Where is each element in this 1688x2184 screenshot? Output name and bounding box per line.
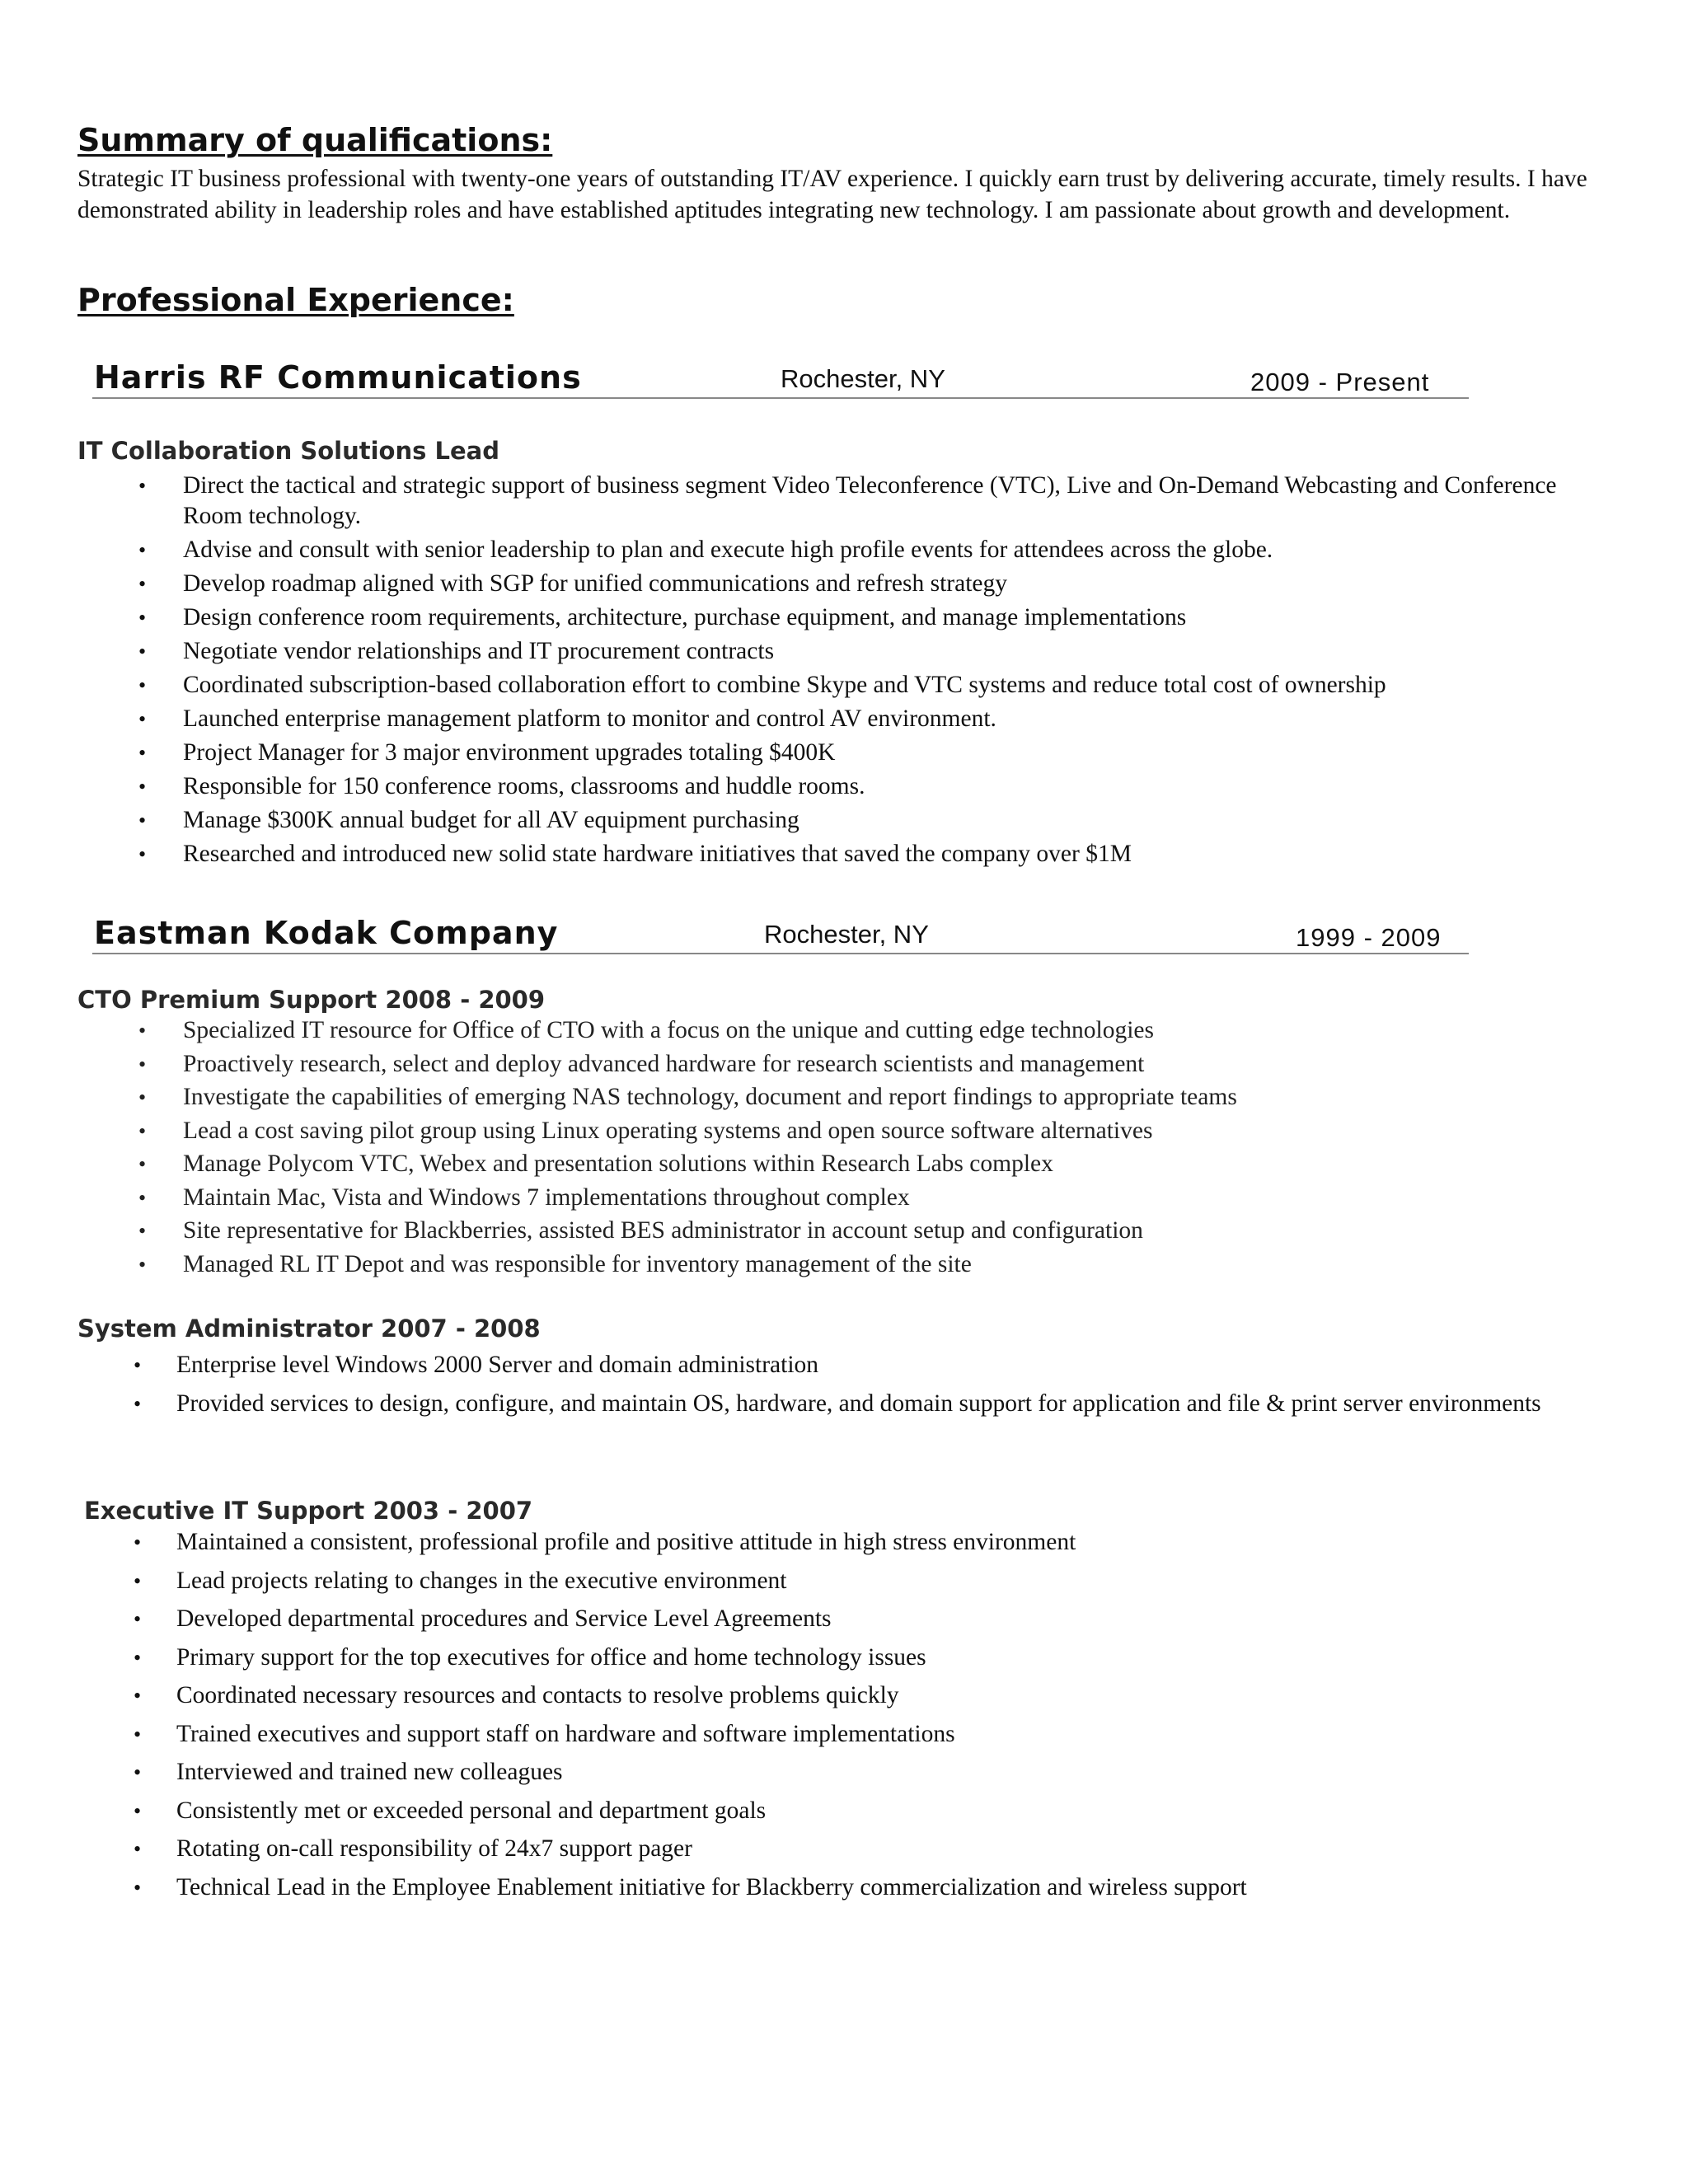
- bullet-list-cto-premium-support: [183, 1015, 1584, 1282]
- list-item: • Design conference room requirements, architecture, purchase equipment, and manage implementations: [183, 602, 1584, 633]
- list-item: • Direct the tactical and strategic support of business segment Video Teleconference (VTC), Live and On-Demand Webcasting and Conference Room technology.: [183, 471, 1584, 532]
- list-item: • Technical Lead in the Employee Enablement initiative for Blackberry commercialization and wireless support: [176, 1872, 1578, 1903]
- role-title-executive-it-support: Executive IT Support 2003 - 2007: [84, 1497, 533, 1525]
- list-item: • Managed RL IT Depot and was responsible for inventory management of the site: [183, 1249, 1584, 1280]
- role-title-system-administrator: System Administrator 2007 - 2008: [77, 1315, 541, 1343]
- list-item: • Maintained a consistent, professional profile and positive attitude in high stress environment: [176, 1527, 1578, 1558]
- list-item: • Project Manager for 3 major environment upgrades totaling $400K: [183, 738, 1584, 768]
- list-item: • Investigate the capabilities of emerging NAS technology, document and report findings to appropriate teams: [183, 1082, 1584, 1113]
- company-name: Eastman Kodak Company: [94, 915, 559, 951]
- list-item: • Specialized IT resource for Office of CTO with a focus on the unique and cutting edge technologies: [183, 1015, 1584, 1046]
- bullet-list-system-administrator: [176, 1346, 1578, 1423]
- list-item: • Trained executives and support staff on hardware and software implementations: [176, 1719, 1578, 1750]
- company-header-harris: [92, 361, 1469, 399]
- list-item: • Develop roadmap aligned with SGP for unified communications and refresh strategy: [183, 569, 1584, 599]
- list-item: • Coordinated subscription-based collaboration effort to combine Skype and VTC systems and reduce total cost of ownership: [183, 670, 1584, 701]
- list-item: • Site representative for Blackberries, assisted BES administrator in account setup and configuration: [183, 1216, 1584, 1246]
- list-item: • Lead projects relating to changes in the executive environment: [176, 1566, 1578, 1596]
- list-item: • Manage Polycom VTC, Webex and presentation solutions within Research Labs complex: [183, 1149, 1584, 1179]
- list-item: • Maintain Mac, Vista and Windows 7 implementations throughout complex: [183, 1183, 1584, 1213]
- list-item: • Negotiate vendor relationships and IT procurement contracts: [183, 636, 1584, 667]
- list-item: • Enterprise level Windows 2000 Server and domain administration: [176, 1346, 1578, 1385]
- company-location: Rochester, NY: [781, 364, 945, 393]
- list-item: • Interviewed and trained new colleagues: [176, 1757, 1578, 1788]
- list-item: • Developed departmental procedures and Service Level Agreements: [176, 1604, 1578, 1634]
- list-item: • Rotating on-call responsibility of 24x7 support pager: [176, 1834, 1578, 1864]
- summary-text: Strategic IT business professional with twenty-one years of outstanding IT/AV experience. I quickly earn trust by delivering accurate, timely results. I have demonstrated ability in leadership roles and have established aptitudes integrating new technology. I am passionate about growth and development.: [77, 166, 1587, 223]
- role-title-cto-premium-support: CTO Premium Support 2008 - 2009: [77, 986, 546, 1014]
- list-item: • Consistently met or exceeded personal and department goals: [176, 1796, 1578, 1826]
- company-dates: 2009 - Present: [1250, 368, 1430, 396]
- list-item: • Lead a cost saving pilot group using Linux operating systems and open source software alternatives: [183, 1116, 1584, 1146]
- summary-heading: Summary of qualifications:: [77, 122, 553, 158]
- company-header-kodak: [92, 916, 1469, 954]
- list-item: • Launched enterprise management platform to monitor and control AV environment.: [183, 704, 1584, 734]
- bullet-list-executive-it-support: [176, 1527, 1578, 1910]
- company-location: Rochester, NY: [764, 920, 929, 949]
- experience-heading: Professional Experience:: [77, 282, 514, 318]
- list-item: • Provided services to design, configure, and maintain OS, hardware, and domain support for application and file & print server environments: [176, 1385, 1578, 1423]
- company-name: Harris RF Communications: [94, 359, 582, 396]
- list-item: • Responsible for 150 conference rooms, classrooms and huddle rooms.: [183, 771, 1584, 802]
- list-item: • Manage $300K annual budget for all AV equipment purchasing: [183, 805, 1584, 836]
- list-item: • Coordinated necessary resources and contacts to resolve problems quickly: [176, 1680, 1578, 1711]
- list-item: • Primary support for the top executives for office and home technology issues: [176, 1643, 1578, 1673]
- list-item: • Advise and consult with senior leadership to plan and execute high profile events for attendees across the globe.: [183, 535, 1584, 565]
- list-item: • Proactively research, select and deploy advanced hardware for research scientists and management: [183, 1049, 1584, 1080]
- list-item: • Researched and introduced new solid state hardware initiatives that saved the company over $1M: [183, 839, 1584, 869]
- role-title-collaboration-lead: IT Collaboration Solutions Lead: [77, 437, 499, 465]
- bullet-list-collaboration-lead: [183, 471, 1584, 873]
- company-dates: 1999 - 2009: [1296, 923, 1442, 952]
